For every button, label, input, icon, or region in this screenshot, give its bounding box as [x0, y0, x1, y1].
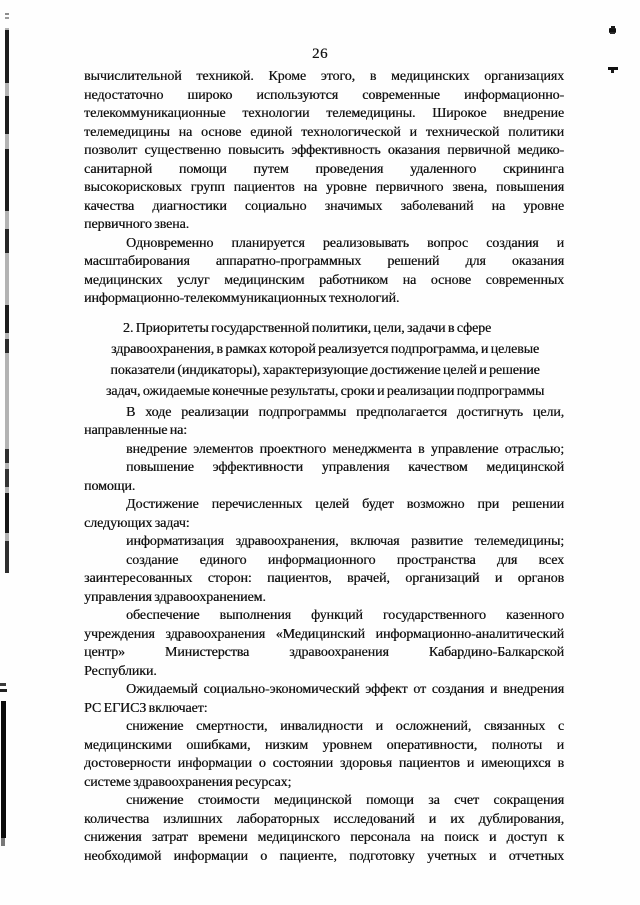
text-line: обеспечение выполнения функций государственного казенного	[126, 608, 564, 623]
paragraph	[84, 792, 564, 866]
text-line: РС ЕГИСЗ включает:	[84, 700, 208, 716]
section-heading	[70, 318, 580, 402]
paragraph	[84, 235, 564, 309]
text-line: снижение стоимости медицинской помощи за счет сокращения	[126, 793, 564, 808]
page-number: 26	[312, 46, 328, 62]
scan-edge-mark	[5, 30, 9, 83]
text-line: управления здравоохранением.	[84, 589, 266, 605]
text-line: Республики.	[84, 663, 157, 679]
text-line: системе здравоохранения ресурсах;	[84, 774, 292, 790]
paragraph	[84, 533, 564, 552]
scan-ink-blot	[611, 26, 615, 29]
text-line: В ходе реализации подпрограммы предполагается достигнуть цели,	[126, 404, 564, 420]
text-line: санитарной помощи путем проведения удаленного скрининга	[84, 161, 564, 177]
scan-ink-mark	[611, 70, 614, 74]
text-line: заинтересованных сторон: пациентов, врачей, организаций и органов	[84, 571, 564, 586]
document-body	[84, 68, 564, 866]
scan-speck	[5, 13, 9, 15]
text-line: повышение эффективности управления качеством медицинской	[126, 460, 564, 475]
text-line: центр» Министерства здравоохранения Кабардино-Балкарской	[84, 645, 564, 660]
text-line: направленные на:	[84, 423, 187, 438]
text-line: количества излишних лабораторных исследований и их дублирования,	[84, 811, 564, 827]
text-line: Достижение перечисленных целей будет возможно при решении	[126, 497, 564, 512]
heading-line: задач, ожидаемые конечные результаты, сроки и реализации подпрограммы	[105, 383, 545, 399]
text-line: создание единого информационного пространства для всех	[126, 552, 564, 568]
heading-line: 2. Приоритеты государственной политики, цели, задачи в сфере	[122, 320, 492, 336]
paragraph	[84, 68, 564, 235]
paragraph	[84, 496, 564, 533]
scan-edge-mark	[5, 96, 9, 134]
scan-edge-mark	[5, 469, 9, 487]
text-line: помощи.	[84, 478, 136, 494]
text-line: информатизация здравоохранения, включая развитие телемедицины;	[126, 534, 564, 549]
paragraph	[84, 681, 564, 718]
text-line: Ожидаемый социально-экономический эффект от создания и внедрения	[126, 682, 564, 697]
paragraph	[84, 552, 564, 608]
scan-speck	[5, 17, 9, 19]
text-line: медицинскими ошибками, низким уровнем оперативности, полноты и	[84, 737, 564, 753]
text-line: следующих задач:	[84, 515, 190, 531]
scan-edge-mark	[5, 229, 9, 253]
heading-line: здравоохранения, в рамках которой реализуется подпрограмма, и целевые	[110, 341, 540, 357]
text-line: медицинских услуг медицинским работником на основе современных	[84, 272, 564, 288]
paragraph	[84, 718, 564, 792]
text-line: вычислительной техникой. Кроме этого, в медицинских организациях	[84, 69, 564, 84]
scan-edge-mark	[5, 541, 9, 573]
text-line: достоверности информации о состоянии здоровья пациентов и имеющихся в	[84, 756, 564, 771]
text-line: снижения затрат времени медицинского персонала на поиск и доступ к	[84, 830, 564, 845]
scan-edge-mark	[5, 493, 9, 533]
scan-edge-mark	[5, 149, 9, 211]
scan-dash	[0, 689, 7, 692]
text-line: телекоммуникационные технологии телемедицины. Широкое внедрение	[84, 106, 564, 121]
paragraph	[84, 607, 564, 681]
text-line: необходимой информации о пациенте, подготовку учетных и отчетных	[84, 848, 564, 864]
paragraph	[84, 404, 564, 441]
text-line: учреждения здравоохранения «Медицинский информационно-аналитический	[84, 626, 564, 642]
heading-line: показатели (индикаторы), характеризующие достижение целей и решение	[110, 362, 540, 378]
scan-dash	[0, 683, 6, 686]
text-line: масштабирования аппаратно-программных решений для оказания	[84, 254, 564, 269]
paragraph	[84, 441, 564, 460]
scan-ink-blot	[610, 32, 615, 34]
text-line: недостаточно широко используются современные информационно-	[84, 87, 564, 103]
scan-edge-mark	[5, 449, 9, 463]
scan-binding-stripe	[1, 701, 6, 838]
text-line: высокорисковых групп пациентов на уровне первичного звена, повышения	[84, 180, 564, 195]
scan-binding-stripe-tail	[1, 838, 5, 846]
text-line: снижение смертности, инвалидности и осложнений, связанных с	[126, 719, 564, 734]
text-line: первичного звена.	[84, 217, 190, 232]
scan-edge-mark	[5, 305, 9, 333]
text-line: информационно-телекоммуникационных технологий.	[84, 291, 400, 306]
paragraph	[84, 459, 564, 496]
text-line: позволит существенно повысить эффективность оказания первичной медико-	[84, 143, 564, 158]
text-line: внедрение элементов проектного менеджмента в управление отраслью;	[126, 441, 564, 457]
scan-edge-mark	[5, 339, 9, 353]
text-line: качества диагностики социально значимых заболеваний на уровне	[84, 198, 564, 214]
text-line: телемедицины на основе единой технологической и технической политики	[84, 124, 564, 140]
text-line: Одновременно планируется реализовывать вопрос создания и	[126, 235, 564, 251]
